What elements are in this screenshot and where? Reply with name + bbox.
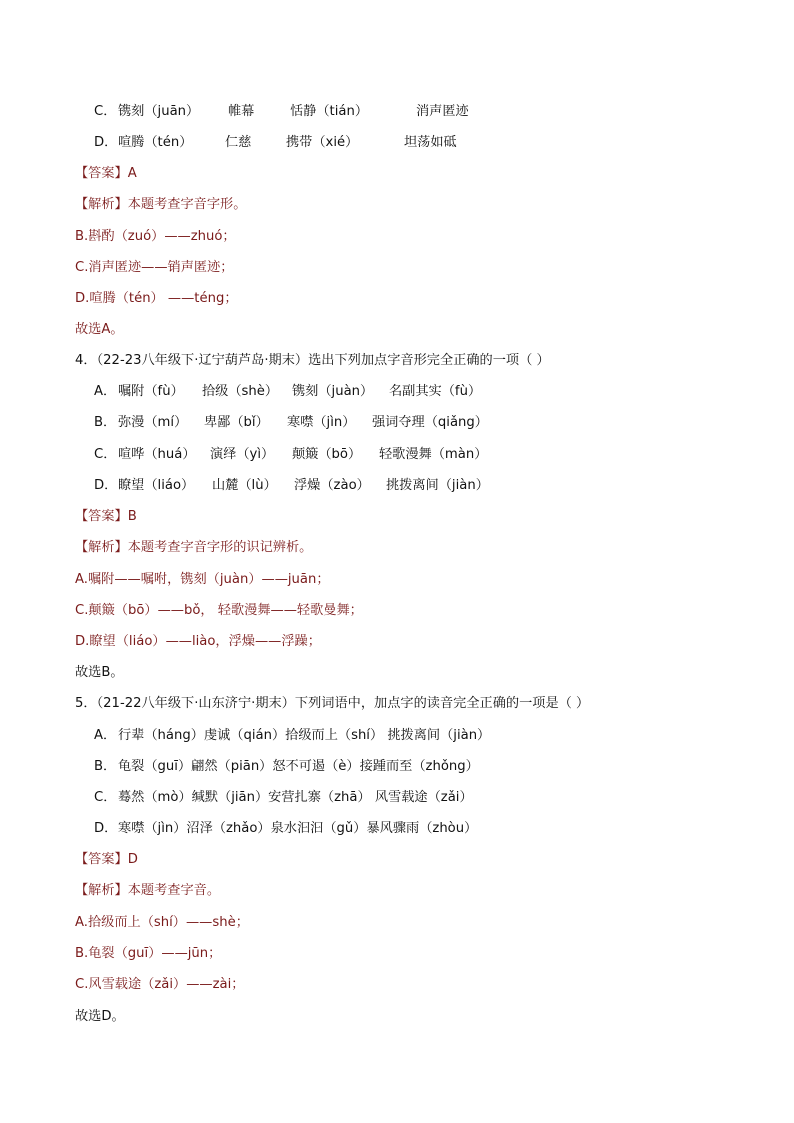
option-label: B．: [94, 759, 117, 774]
question-stem: 4．（22-23八年级下·辽宁葫芦岛·期末）选出下列加点字音形完全正确的一项（ ）: [75, 353, 550, 368]
analysis-tag: 【解析】: [75, 540, 128, 555]
option-label: D．: [94, 135, 118, 150]
analysis-line: [75, 539, 312, 557]
answer-line: [75, 165, 137, 183]
analysis-text: 本题考查字音。: [127, 883, 221, 898]
analysis-note: D.瞭望（liáo）——liào，浮燥——浮躁；: [75, 634, 321, 649]
option-term: 寒噤（jìn）: [287, 415, 356, 430]
option-term: 颠簸（bō）: [292, 447, 362, 462]
analysis-note: C.颠簸（bō）——bǒ， 轻歌漫舞——轻歌曼舞；: [75, 603, 363, 618]
option-row: [94, 414, 488, 432]
option-term: 喧哗（huá）: [118, 447, 196, 462]
option-term: 弥漫（mí）: [118, 415, 188, 430]
option-term: 拾级（shè）: [202, 384, 279, 399]
conclusion: 故选B。: [75, 665, 124, 680]
option-label: B．: [94, 415, 117, 430]
option-label: D．: [94, 821, 118, 836]
option-row: [94, 103, 469, 121]
option-label: C．: [94, 104, 117, 119]
option-term: 仁慈: [225, 135, 252, 150]
answer-value: A: [127, 166, 137, 181]
option-text: 行辈（háng）虔诚（qián）拾级而上（shí） 挑拨离间（jiàn）: [118, 728, 491, 743]
option-row: [94, 383, 482, 401]
option-term: 消声匿迹: [416, 104, 469, 119]
analysis-note: C.消声匿迹——销声匿迹；: [75, 260, 234, 275]
conclusion: 故选D。: [75, 1009, 125, 1024]
answer-tag: 【答案】: [75, 166, 128, 181]
option-row: [94, 477, 489, 495]
option-term: 山麓（lù）: [212, 478, 277, 493]
analysis-note: A.嘱附——嘱咐，镌刻（juàn）——juān；: [75, 572, 330, 587]
option-text: 寒噤（jìn）沼泽（zhǎo）泉水汩汩（gǔ）暴风骤雨（zhòu）: [118, 821, 478, 836]
analysis-text: 本题考查字音字形的识记辨析。: [127, 540, 313, 555]
analysis-note: B.龟裂（guī）——jūn；: [75, 946, 222, 961]
analysis-tag: 【解析】: [75, 883, 128, 898]
option-row: [94, 134, 457, 152]
option-term: 镌刻（juàn）: [292, 384, 374, 399]
option-text: 龟裂（guī）翩然（piān）怒不可遏（è）接踵而至（zhǒng）: [118, 759, 479, 774]
option-row: [94, 446, 488, 464]
option-term: 帷幕: [228, 104, 255, 119]
analysis-note: D.喧腾（tén） ——téng；: [75, 291, 238, 306]
question-stem: 5．（21-22八年级下·山东济宁·期末）下列词语中，加点字的读音完全正确的一项是（ ）: [75, 696, 590, 711]
option-term: 挑拨离间（jiàn）: [386, 478, 489, 493]
option-term: 镌刻（juān）: [118, 104, 200, 119]
option-label: C．: [94, 447, 117, 462]
option-term: 瞭望（liáo）: [118, 478, 195, 493]
option-row: [94, 820, 478, 838]
analysis-note: A.拾级而上（shí）——shè；: [75, 915, 249, 930]
option-label: C．: [94, 790, 117, 805]
option-term: 坦荡如砥: [404, 135, 457, 150]
analysis-line: [75, 882, 220, 900]
answer-tag: 【答案】: [75, 509, 128, 524]
analysis-note: C.风雪载途（zǎi）——zài；: [75, 977, 245, 992]
option-label: A．: [94, 384, 117, 399]
option-row: [94, 758, 479, 776]
answer-value: D: [127, 852, 138, 867]
conclusion: 故选A。: [75, 322, 124, 337]
option-term: 嘱附（fù）: [118, 384, 184, 399]
answer-value: B: [127, 509, 137, 524]
option-term: 喧腾（tén）: [118, 135, 193, 150]
option-row: [94, 789, 473, 807]
option-label: A．: [94, 728, 117, 743]
option-term: 卑鄙（bǐ）: [204, 415, 269, 430]
option-term: 强词夺理（qiǎng）: [372, 415, 488, 430]
option-text: 蓦然（mò）缄默（jiān）安营扎寨（zhā） 风雪载途（zǎi）: [118, 790, 473, 805]
option-term: 恬静（tián）: [290, 104, 369, 119]
analysis-line: [75, 196, 246, 214]
option-term: 浮燥（zào）: [294, 478, 370, 493]
option-term: 轻歌漫舞（màn）: [379, 447, 488, 462]
option-term: 名副其实（fù）: [389, 384, 482, 399]
answer-line: [75, 508, 137, 526]
analysis-note: B.斟酌（zuó）——zhuó；: [75, 229, 236, 244]
option-term: 演绎（yì）: [210, 447, 275, 462]
answer-tag: 【答案】: [75, 852, 128, 867]
answer-line: [75, 851, 138, 869]
option-row: [94, 727, 491, 745]
analysis-tag: 【解析】: [75, 197, 128, 212]
analysis-text: 本题考查字音字形。: [127, 197, 247, 212]
option-term: 携带（xié）: [286, 135, 359, 150]
option-label: D．: [94, 478, 118, 493]
